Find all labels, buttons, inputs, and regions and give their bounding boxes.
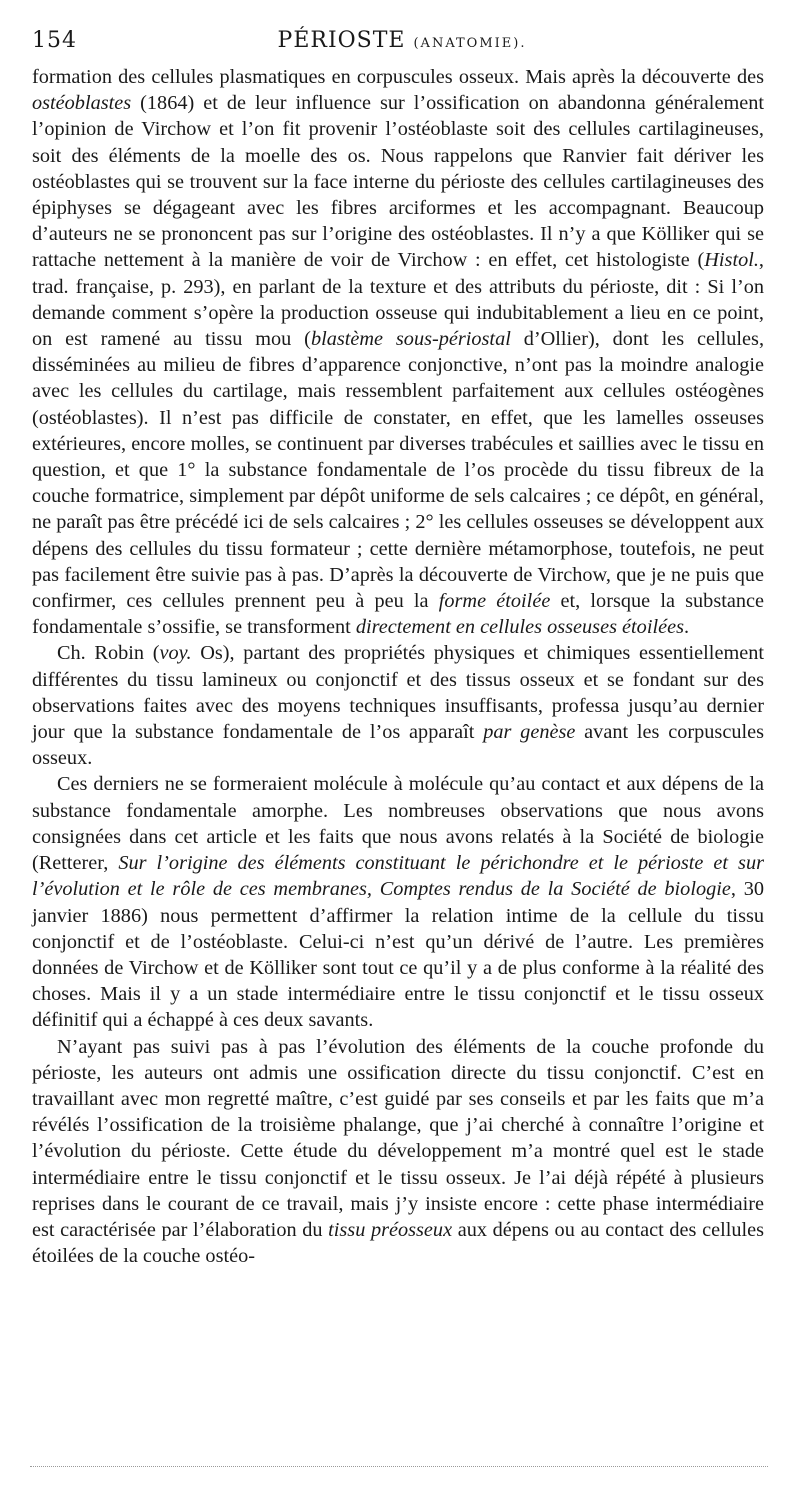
text-run: avant les corpuscules osseux. xyxy=(32,721,764,770)
text-run: formation des cellules plasmatiques en corpuscules osseux. Mais après la découverte des xyxy=(32,66,764,88)
page-number: 154 xyxy=(32,28,77,53)
italic-run: par genèse xyxy=(483,721,576,744)
text-run: et, lorsque la substance fondamentale s’ossifie, se transforment xyxy=(32,590,764,639)
running-title-main: PÉRIOSTE xyxy=(277,28,406,53)
footer-rule xyxy=(30,1466,768,1467)
text-run: Ces derniers ne se formeraient molécule à molécule qu’au contact et aux dépens de la substance fondamentale amorphe. Les nombreuses observations que nous avons consignées dans cet article et les faits que nous avons relatés à la Société de biologie (Retterer, xyxy=(32,773,764,875)
paragraph xyxy=(32,640,764,771)
text-run: aux dépens ou au contact des cellules étoilées de la couche ostéo- xyxy=(32,1218,765,1268)
body-text xyxy=(32,64,764,1269)
text-run: (1864) et de leur influence sur l’ossification on abandonna généralement l’opinion de Virchow et l’on fit provenir l’ostéoblaste soit des cellules cartilagineuses, soit des éléments de la moelle des os. Nous rappelons que Ranvier fait dériver les ostéoblastes qui se trouvent sur la face interne du périoste des cellules cartilagineuses des épiphyses se dégageant avec les fibres arciformes et les accompagnant. Beaucoup d’auteurs ne se prononcent pas sur l’origine des ostéoblastes. Il n’y a que Kölliker qui se rattache nettement à la manière de voir de Virchow : en effet, cet histologiste ( xyxy=(32,92,764,272)
text-run: Ch. Robin ( xyxy=(57,642,160,665)
italic-run: ostéoblastes xyxy=(32,92,132,115)
text-run: N’ayant pas suivi pas à pas l’évolution des éléments de la couche profonde du périoste, les auteurs ont admis une ossification directe du tissu conjonctif. C’est en travaillant avec mon regretté maître, c’est guidé par ses conseils et par les faits que m’a révélés l’ossification de la troisième phalange, que j’ai cherché à connaître l’origine et l’évolution du périoste. Cette étude du développement m’a montré quel est le stade intermédiaire entre le tissu conjonctif et le tissu osseux. Je l’ai déjà répété à plusieurs reprises dans le courant de ce travail, mais j’y insiste encore : cette phase intermédiaire est caractérisée par l’élaboration du xyxy=(32,1035,764,1241)
paragraph xyxy=(32,771,764,1033)
italic-run: directement en cellules osseuses étoilées xyxy=(355,616,684,639)
text-run: d’Ollier), dont les cellules, disséminées au milieu de fibres d’apparence conjonctive, n’ont pas la moindre analogie avec les cellules du cartilage, mais ressemblent parfaitement aux cellules ostéogènes (ostéoblastes). Il n’est pas difficile de constater, en effet, que les lamelles osseuses extérieures, encore molles, se continuent par diverses trabécules et saillies avec le tissu en question, et que 1° la substance fondamentale de l’os procède du tissu fibreux de la couche formatrice, simplement par dépôt uniforme de sels calcaires ; ce dépôt, en général, ne paraît pas être précédé ici de sels calcaires ; 2° les cellules osseuses se développent aux dépens des cellules du tissu formateur ; cette dernière métamorphose, toutefois, ne peut pas facilement être suivie pas à pas. D’après la découverte de Virchow, que je ne puis que confirmer, ces cellules prennent peu à peu la xyxy=(32,328,765,613)
italic-run: Sur l’origine des éléments constituant le périchondre et le périoste et sur l’évolution et le rôle de ces membranes, Comptes rendus de la Société de biologie xyxy=(32,852,764,901)
paragraph xyxy=(32,64,764,640)
paragraph xyxy=(32,1034,764,1270)
running-title xyxy=(32,28,772,53)
italic-run: voy. xyxy=(159,642,192,665)
text-run: , 30 janvier 1886) nous permettent d’affirmer la relation intime de la cellule du tissu conjonctif et de l’ostéoblaste. Celui-ci n’est qu’un dérivé de l’autre. Les premières données de Virchow et de Kölliker sont tout ce qu’il y a de plus conforme à la réalité des choses. Mais il y a un stade intermédiaire entre le tissu conjonctif et le tissu osseux définitif qui a échappé à ces deux savants. xyxy=(32,878,765,1032)
italic-run: tissu préosseux xyxy=(328,1218,453,1241)
text-run: , trad. française, p. 293), en parlant de la texture et des attributs du périoste, dit : Si l’on demande comment s’opère la production osseuse qui indubitablement a lieu en ce point, on est ramené au tissu mou ( xyxy=(32,249,764,351)
text-run: . xyxy=(684,616,690,639)
running-header xyxy=(32,28,772,58)
italic-run: Histol. xyxy=(704,249,759,272)
italic-run: blastème sous-périostal xyxy=(310,328,511,351)
italic-run: forme étoilée xyxy=(438,590,551,613)
text-run: Os), partant des propriétés physiques et chimiques essentiellement différentes du tissu lamineux ou conjonctif et des tissus osseux et se fondant sur des observations faites avec des moyens techniques insuffisants, professa jusqu’au dernier jour que la substance fondamentale de l’os apparaît xyxy=(32,642,765,744)
running-title-subtitle: (ANATOMIE). xyxy=(413,36,527,51)
